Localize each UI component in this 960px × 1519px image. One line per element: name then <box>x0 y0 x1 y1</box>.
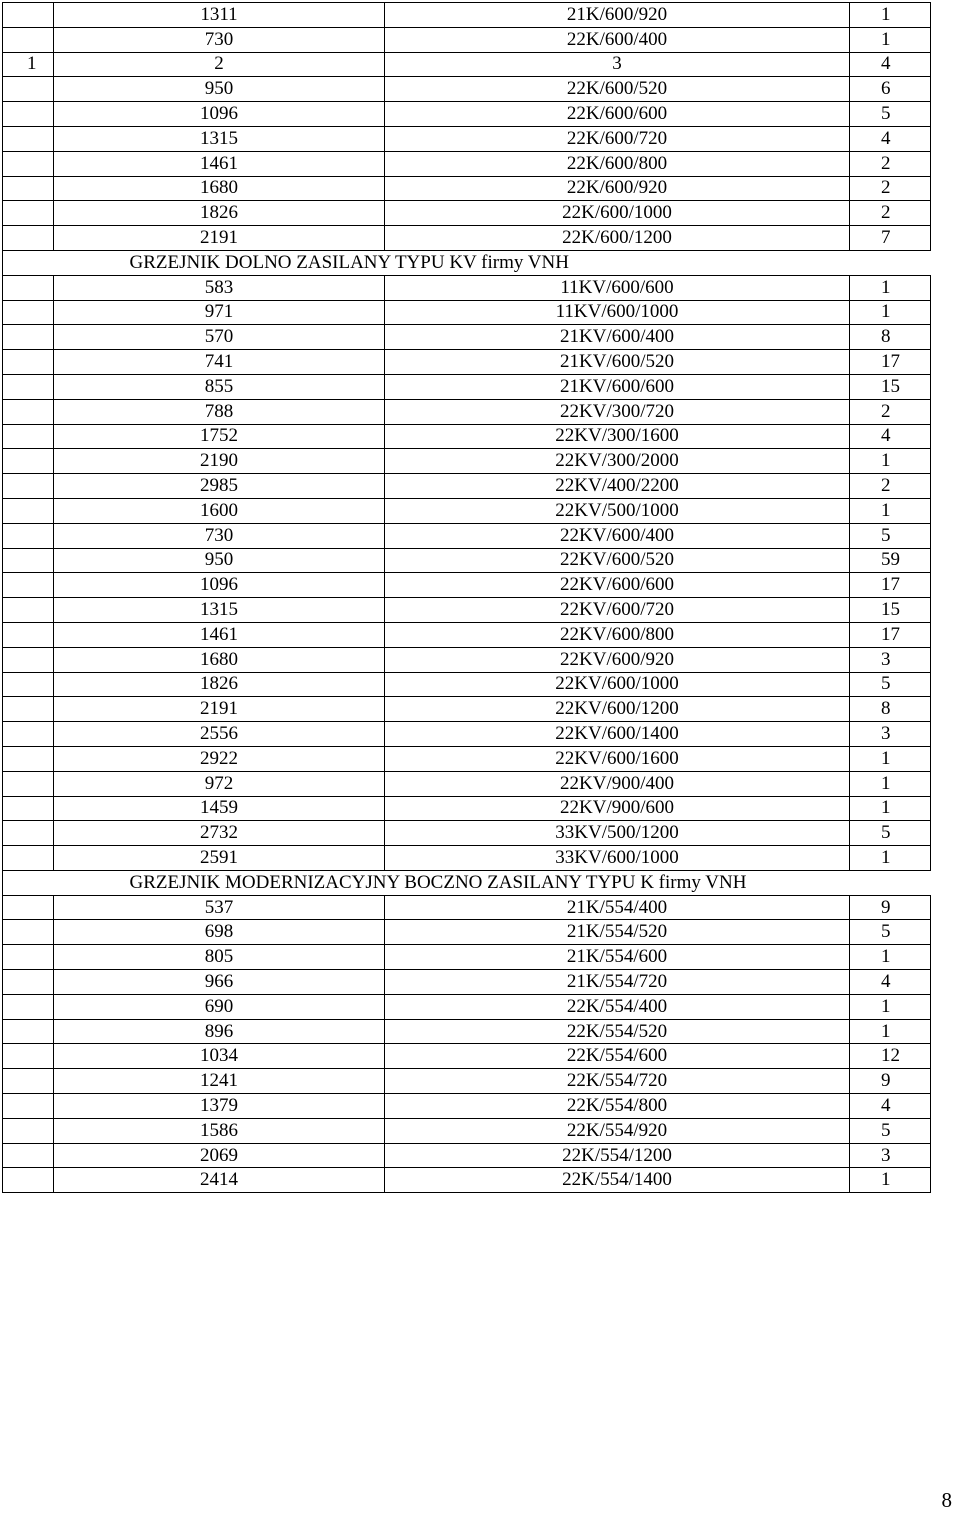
row-index-cell <box>3 275 54 300</box>
quantity-cell: 8 <box>850 325 931 350</box>
type-code-cell: 22KV/600/400 <box>385 523 850 548</box>
section-blank-cell <box>3 250 54 275</box>
table-row <box>3 27 931 52</box>
table-row <box>3 994 931 1019</box>
type-code-cell: 11KV/600/1000 <box>385 300 850 325</box>
type-code-cell: 22KV/600/1400 <box>385 722 850 747</box>
quantity-cell: 17 <box>850 622 931 647</box>
row-index-cell <box>3 1118 54 1143</box>
row-index-cell <box>3 598 54 623</box>
quantity-cell: 4 <box>850 1094 931 1119</box>
quantity-cell: 1 <box>850 771 931 796</box>
row-index-cell <box>3 300 54 325</box>
type-code-cell: 22K/554/400 <box>385 994 850 1019</box>
row-index-cell <box>3 474 54 499</box>
value-cell: 1680 <box>54 176 385 201</box>
document-table-container <box>2 2 931 1193</box>
value-cell: 2591 <box>54 846 385 871</box>
table-row <box>3 523 931 548</box>
table-row <box>3 226 931 251</box>
type-code-cell: 22KV/600/720 <box>385 598 850 623</box>
quantity-cell: 7 <box>850 226 931 251</box>
value-cell: 2922 <box>54 746 385 771</box>
row-index-cell <box>3 573 54 598</box>
type-code-cell: 22K/600/720 <box>385 126 850 151</box>
type-code-cell: 22KV/600/920 <box>385 647 850 672</box>
type-code-cell: 22K/554/720 <box>385 1069 850 1094</box>
table-row <box>3 945 931 970</box>
row-index-cell <box>3 1094 54 1119</box>
table-row <box>3 52 931 77</box>
section-title: GRZEJNIK DOLNO ZASILANY TYPU KV firmy VNH <box>54 250 931 275</box>
row-index-cell <box>3 622 54 647</box>
quantity-cell: 59 <box>850 548 931 573</box>
table-row <box>3 796 931 821</box>
quantity-cell: 1 <box>850 746 931 771</box>
value-cell: 1379 <box>54 1094 385 1119</box>
row-index-cell <box>3 226 54 251</box>
quantity-cell: 1 <box>850 846 931 871</box>
table-row <box>3 498 931 523</box>
type-code-cell: 21KV/600/600 <box>385 374 850 399</box>
document-table <box>2 2 931 1193</box>
table-row <box>3 697 931 722</box>
row-index-cell <box>3 523 54 548</box>
quantity-cell: 17 <box>850 350 931 375</box>
value-cell: 583 <box>54 275 385 300</box>
type-code-cell: 22K/554/1200 <box>385 1143 850 1168</box>
value-cell: 805 <box>54 945 385 970</box>
row-index-cell <box>3 771 54 796</box>
quantity-cell: 1 <box>850 3 931 28</box>
value-cell: 698 <box>54 920 385 945</box>
quantity-cell: 1 <box>850 945 931 970</box>
quantity-cell: 2 <box>850 201 931 226</box>
table-row <box>3 1118 931 1143</box>
table-row <box>3 275 931 300</box>
quantity-cell: 5 <box>850 102 931 127</box>
quantity-cell: 5 <box>850 920 931 945</box>
type-code-cell: 22K/600/520 <box>385 77 850 102</box>
row-index-cell <box>3 3 54 28</box>
row-index-cell: 1 <box>3 52 54 77</box>
quantity-cell: 3 <box>850 647 931 672</box>
type-code-cell: 22KV/300/2000 <box>385 449 850 474</box>
type-code-cell: 22K/600/1200 <box>385 226 850 251</box>
table-row <box>3 548 931 573</box>
row-index-cell <box>3 945 54 970</box>
table-row <box>3 895 931 920</box>
section-blank-cell <box>3 870 54 895</box>
value-cell: 1586 <box>54 1118 385 1143</box>
section-header-row <box>3 870 931 895</box>
table-row <box>3 970 931 995</box>
table-row <box>3 474 931 499</box>
type-code-cell: 21K/554/720 <box>385 970 850 995</box>
table-body <box>3 3 931 1193</box>
value-cell: 1461 <box>54 622 385 647</box>
quantity-cell: 17 <box>850 573 931 598</box>
value-cell: 1826 <box>54 201 385 226</box>
row-index-cell <box>3 350 54 375</box>
table-row <box>3 126 931 151</box>
quantity-cell: 5 <box>850 821 931 846</box>
type-code-cell: 22K/554/920 <box>385 1118 850 1143</box>
quantity-cell: 2 <box>850 151 931 176</box>
table-row <box>3 1069 931 1094</box>
row-index-cell <box>3 1143 54 1168</box>
type-code-cell: 21K/554/400 <box>385 895 850 920</box>
row-index-cell <box>3 647 54 672</box>
quantity-cell: 3 <box>850 1143 931 1168</box>
type-code-cell: 22KV/600/1200 <box>385 697 850 722</box>
row-index-cell <box>3 1168 54 1193</box>
quantity-cell: 2 <box>850 399 931 424</box>
type-code-cell: 22KV/600/520 <box>385 548 850 573</box>
type-code-cell: 21K/554/600 <box>385 945 850 970</box>
quantity-cell: 9 <box>850 895 931 920</box>
value-cell: 896 <box>54 1019 385 1044</box>
quantity-cell: 5 <box>850 672 931 697</box>
table-row <box>3 176 931 201</box>
quantity-cell: 5 <box>850 1118 931 1143</box>
type-code-cell: 22K/554/1400 <box>385 1168 850 1193</box>
value-cell: 690 <box>54 994 385 1019</box>
row-index-cell <box>3 821 54 846</box>
type-code-cell: 22K/554/800 <box>385 1094 850 1119</box>
value-cell: 788 <box>54 399 385 424</box>
value-cell: 1680 <box>54 647 385 672</box>
value-cell: 1752 <box>54 424 385 449</box>
quantity-cell: 4 <box>850 126 931 151</box>
value-cell: 730 <box>54 27 385 52</box>
value-cell: 1311 <box>54 3 385 28</box>
type-code-cell: 22KV/900/400 <box>385 771 850 796</box>
row-index-cell <box>3 746 54 771</box>
type-code-cell: 3 <box>385 52 850 77</box>
row-index-cell <box>3 722 54 747</box>
value-cell: 855 <box>54 374 385 399</box>
table-row <box>3 350 931 375</box>
quantity-cell: 1 <box>850 300 931 325</box>
value-cell: 730 <box>54 523 385 548</box>
value-cell: 1096 <box>54 102 385 127</box>
quantity-cell: 2 <box>850 474 931 499</box>
value-cell: 2556 <box>54 722 385 747</box>
table-row <box>3 1094 931 1119</box>
value-cell: 1241 <box>54 1069 385 1094</box>
row-index-cell <box>3 1019 54 1044</box>
quantity-cell: 9 <box>850 1069 931 1094</box>
table-row <box>3 1143 931 1168</box>
table-row <box>3 1044 931 1069</box>
quantity-cell: 15 <box>850 374 931 399</box>
value-cell: 1315 <box>54 126 385 151</box>
value-cell: 1600 <box>54 498 385 523</box>
table-row <box>3 424 931 449</box>
quantity-cell: 4 <box>850 424 931 449</box>
value-cell: 1034 <box>54 1044 385 1069</box>
section-title: GRZEJNIK MODERNIZACYJNY BOCZNO ZASILANY TYPU K firmy VNH <box>54 870 931 895</box>
type-code-cell: 22K/600/1000 <box>385 201 850 226</box>
row-index-cell <box>3 994 54 1019</box>
type-code-cell: 22K/600/400 <box>385 27 850 52</box>
type-code-cell: 22KV/600/600 <box>385 573 850 598</box>
value-cell: 950 <box>54 548 385 573</box>
row-index-cell <box>3 846 54 871</box>
row-index-cell <box>3 548 54 573</box>
table-row <box>3 573 931 598</box>
quantity-cell: 15 <box>850 598 931 623</box>
quantity-cell: 4 <box>850 52 931 77</box>
value-cell: 1461 <box>54 151 385 176</box>
row-index-cell <box>3 672 54 697</box>
type-code-cell: 22K/554/520 <box>385 1019 850 1044</box>
type-code-cell: 33KV/600/1000 <box>385 846 850 871</box>
row-index-cell <box>3 77 54 102</box>
quantity-cell: 5 <box>850 523 931 548</box>
type-code-cell: 22K/600/600 <box>385 102 850 127</box>
type-code-cell: 22KV/600/800 <box>385 622 850 647</box>
quantity-cell: 3 <box>850 722 931 747</box>
type-code-cell: 22KV/300/720 <box>385 399 850 424</box>
table-row <box>3 3 931 28</box>
row-index-cell <box>3 102 54 127</box>
quantity-cell: 1 <box>850 1019 931 1044</box>
value-cell: 741 <box>54 350 385 375</box>
row-index-cell <box>3 920 54 945</box>
value-cell: 2191 <box>54 226 385 251</box>
table-row <box>3 647 931 672</box>
type-code-cell: 22KV/400/2200 <box>385 474 850 499</box>
quantity-cell: 1 <box>850 449 931 474</box>
row-index-cell <box>3 1044 54 1069</box>
value-cell: 537 <box>54 895 385 920</box>
table-row <box>3 201 931 226</box>
row-index-cell <box>3 697 54 722</box>
quantity-cell: 12 <box>850 1044 931 1069</box>
type-code-cell: 21KV/600/400 <box>385 325 850 350</box>
table-row <box>3 399 931 424</box>
row-index-cell <box>3 424 54 449</box>
table-row <box>3 325 931 350</box>
table-row <box>3 374 931 399</box>
row-index-cell <box>3 498 54 523</box>
value-cell: 950 <box>54 77 385 102</box>
row-index-cell <box>3 399 54 424</box>
value-cell: 2985 <box>54 474 385 499</box>
table-row <box>3 598 931 623</box>
table-row <box>3 821 931 846</box>
value-cell: 1459 <box>54 796 385 821</box>
row-index-cell <box>3 1069 54 1094</box>
quantity-cell: 1 <box>850 796 931 821</box>
type-code-cell: 22KV/600/1600 <box>385 746 850 771</box>
quantity-cell: 1 <box>850 27 931 52</box>
value-cell: 2 <box>54 52 385 77</box>
row-index-cell <box>3 126 54 151</box>
row-index-cell <box>3 151 54 176</box>
row-index-cell <box>3 176 54 201</box>
type-code-cell: 21K/600/920 <box>385 3 850 28</box>
type-code-cell: 11KV/600/600 <box>385 275 850 300</box>
row-index-cell <box>3 796 54 821</box>
value-cell: 2732 <box>54 821 385 846</box>
type-code-cell: 22KV/900/600 <box>385 796 850 821</box>
row-index-cell <box>3 449 54 474</box>
row-index-cell <box>3 325 54 350</box>
value-cell: 1315 <box>54 598 385 623</box>
type-code-cell: 33KV/500/1200 <box>385 821 850 846</box>
type-code-cell: 22KV/600/1000 <box>385 672 850 697</box>
table-row <box>3 771 931 796</box>
row-index-cell <box>3 374 54 399</box>
value-cell: 2190 <box>54 449 385 474</box>
quantity-cell: 1 <box>850 275 931 300</box>
quantity-cell: 1 <box>850 994 931 1019</box>
value-cell: 972 <box>54 771 385 796</box>
quantity-cell: 4 <box>850 970 931 995</box>
row-index-cell <box>3 970 54 995</box>
table-row <box>3 1019 931 1044</box>
table-row <box>3 102 931 127</box>
table-row <box>3 449 931 474</box>
quantity-cell: 1 <box>850 1168 931 1193</box>
page-number: 8 <box>941 1488 952 1512</box>
value-cell: 2191 <box>54 697 385 722</box>
table-row <box>3 151 931 176</box>
value-cell: 2069 <box>54 1143 385 1168</box>
type-code-cell: 22KV/300/1600 <box>385 424 850 449</box>
table-row <box>3 920 931 945</box>
table-row <box>3 300 931 325</box>
value-cell: 1096 <box>54 573 385 598</box>
table-row <box>3 722 931 747</box>
value-cell: 2414 <box>54 1168 385 1193</box>
type-code-cell: 22KV/500/1000 <box>385 498 850 523</box>
type-code-cell: 22K/600/800 <box>385 151 850 176</box>
table-row <box>3 622 931 647</box>
section-header-row <box>3 250 931 275</box>
row-index-cell <box>3 27 54 52</box>
value-cell: 966 <box>54 970 385 995</box>
quantity-cell: 1 <box>850 498 931 523</box>
type-code-cell: 22K/554/600 <box>385 1044 850 1069</box>
type-code-cell: 21K/554/520 <box>385 920 850 945</box>
table-row <box>3 1168 931 1193</box>
value-cell: 971 <box>54 300 385 325</box>
quantity-cell: 2 <box>850 176 931 201</box>
row-index-cell <box>3 895 54 920</box>
value-cell: 570 <box>54 325 385 350</box>
table-row <box>3 672 931 697</box>
table-row <box>3 77 931 102</box>
table-row <box>3 846 931 871</box>
value-cell: 1826 <box>54 672 385 697</box>
quantity-cell: 8 <box>850 697 931 722</box>
table-row <box>3 746 931 771</box>
type-code-cell: 22K/600/920 <box>385 176 850 201</box>
type-code-cell: 21KV/600/520 <box>385 350 850 375</box>
quantity-cell: 6 <box>850 77 931 102</box>
row-index-cell <box>3 201 54 226</box>
